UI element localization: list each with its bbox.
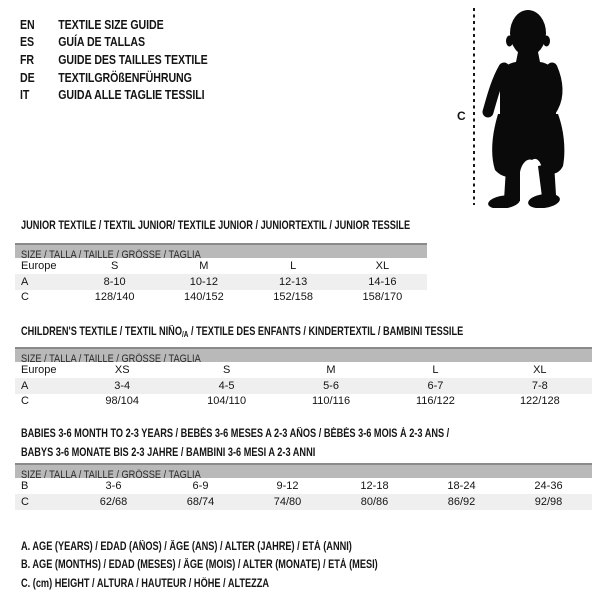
height-measure-dashed-line: [473, 8, 475, 205]
row-label: A: [21, 379, 29, 392]
table-cell: 7-8: [531, 379, 548, 392]
section-title-text: BABYS 3-6 MONATE BIS 2-3 JAHRE / BAMBINI 3-6 MESI A 2-3 ANNI: [21, 447, 316, 459]
section-title-text: JUNIOR TEXTILE / TEXTIL JUNIOR/ TEXTILE JUNIOR / JUNIORTEXTIL / JUNIOR TESSILE: [21, 220, 411, 232]
table-cell: 68/74: [186, 495, 215, 508]
table-cell: 74/80: [273, 495, 302, 508]
size-header-bar: [15, 243, 427, 258]
legend-line: B. AGE (MONTHS) / EDAD (MESES) / ÂGE (MOIS) / ALTER (MONATE) / ETÀ (MESI): [21, 559, 378, 572]
legend-line: A. AGE (YEARS) / EDAD (AÑOS) / ÂGE (ANS) / ALTER (JAHRE) / ETÀ (ANNI): [21, 541, 352, 553]
table-cell: M: [199, 259, 209, 272]
size-header-bar: [15, 463, 592, 478]
row-label: B: [21, 479, 29, 492]
language-label: GUIDA ALLE TAGLIE TESSILI: [58, 88, 205, 103]
language-list: [20, 16, 241, 104]
table-cell: 98/104: [105, 395, 140, 408]
row-label: Europe: [21, 259, 57, 272]
table-row: [15, 394, 592, 410]
section-title-line: [21, 217, 410, 236]
section-title-children: [21, 323, 463, 344]
size-header-text: SIZE / TALLA / TAILLE / GRÖSSE / TAGLIA: [21, 469, 201, 478]
row-label: Europe: [21, 363, 57, 376]
measurement-legend: [21, 538, 467, 593]
table-cell: 14-16: [368, 275, 397, 288]
section-title-line: [21, 444, 449, 463]
size-table-babies: [15, 463, 592, 510]
table-row: [15, 378, 592, 394]
language-row: [20, 34, 208, 52]
table-cell: XL: [375, 259, 390, 272]
table-cell: 6-9: [192, 479, 209, 492]
table-cell: S: [110, 259, 119, 272]
section-title-junior: [21, 217, 410, 236]
language-label: GUIDE DES TAILLES TEXTILE: [58, 52, 208, 67]
size-table-junior: [15, 243, 427, 305]
table-row: [15, 494, 592, 510]
table-cell: XS: [114, 363, 130, 376]
table-cell: 62/68: [99, 495, 128, 508]
table-cell: 86/92: [447, 495, 476, 508]
table-cell: 8-10: [103, 275, 126, 288]
section-title-babies: [21, 425, 449, 463]
row-label: C: [21, 395, 29, 408]
language-row: [20, 16, 208, 34]
row-label: C: [21, 291, 29, 304]
table-cell: 6-7: [427, 379, 444, 392]
language-label: TEXTILGRÖßENFÜHRUNG: [58, 70, 192, 85]
table-cell: 24-36: [534, 479, 563, 492]
table-cell: 110/116: [311, 395, 351, 408]
table-row: [15, 478, 592, 494]
section-title-line: [21, 323, 463, 344]
section-title-text: /A: [181, 330, 189, 339]
size-header-text: SIZE / TALLA / TAILLE / GRÖSSE / TAGLIA: [21, 249, 201, 258]
table-cell: 4-5: [218, 379, 235, 392]
table-cell: 152/158: [273, 291, 313, 304]
table-cell: L: [432, 363, 439, 376]
baby-silhouette: [487, 10, 564, 208]
table-row: [15, 274, 427, 290]
language-row: [20, 69, 208, 87]
table-row: [15, 362, 592, 378]
table-cell: 3-6: [105, 479, 122, 492]
language-row: [20, 51, 208, 69]
size-header-bar: [15, 347, 592, 362]
language-row: [20, 86, 208, 104]
row-label: A: [21, 275, 29, 288]
table-row: [15, 258, 427, 274]
table-cell: 104/110: [207, 395, 247, 408]
row-label: C: [21, 495, 29, 508]
table-cell: 140/152: [183, 291, 224, 304]
language-code: EN: [20, 17, 35, 32]
language-code: IT: [20, 88, 30, 103]
language-code: DE: [20, 70, 35, 85]
section-title-text: / TEXTILE DES ENFANTS / KINDERTEXTIL / BAMBINI TESSILE: [188, 326, 464, 338]
table-cell: 80/86: [360, 495, 389, 508]
table-cell: 116/122: [415, 395, 455, 408]
table-cell: 122/128: [519, 395, 560, 408]
table-cell: 128/140: [94, 291, 135, 304]
table-row: [15, 290, 427, 306]
table-cell: 5-6: [323, 379, 339, 392]
section-title-line: [21, 425, 449, 444]
language-code: ES: [20, 35, 35, 50]
size-table-children: [15, 347, 592, 409]
table-cell: 10-12: [189, 275, 218, 288]
table-cell: 12-13: [279, 275, 308, 288]
language-label: TEXTILE SIZE GUIDE: [58, 17, 164, 32]
legend-line: C. (cm) HEIGHT / ALTURA / HAUTEUR / HÖHE / ALTEZZA: [21, 577, 270, 590]
section-title-text: BABIES 3-6 MONTH TO 2-3 YEARS / BEBÉS 3-6 MESES A 2-3 AÑOS / BÉBÉS 3-6 MOIS À 2-3 ANS /: [21, 428, 450, 440]
table-cell: 3-4: [114, 379, 131, 392]
language-code: FR: [20, 52, 34, 67]
language-label: GUÍA DE TALLAS: [58, 35, 146, 50]
table-cell: M: [326, 363, 336, 376]
size-header-text: SIZE / TALLA / TAILLE / GRÖSSE / TAGLIA: [21, 353, 201, 362]
table-cell: 92/98: [534, 495, 563, 508]
table-cell: L: [290, 259, 297, 272]
table-cell: XL: [533, 363, 547, 376]
section-title-text: CHILDREN'S TEXTILE / TEXTIL NIÑO: [21, 326, 182, 338]
table-cell: 158/170: [362, 291, 403, 304]
table-cell: 18-24: [447, 479, 476, 492]
table-cell: 9-12: [276, 479, 299, 492]
table-cell: S: [222, 363, 231, 376]
baby-silhouette-image: [482, 8, 568, 208]
table-cell: 12-18: [360, 479, 389, 492]
figure-height-label: C: [457, 109, 466, 123]
